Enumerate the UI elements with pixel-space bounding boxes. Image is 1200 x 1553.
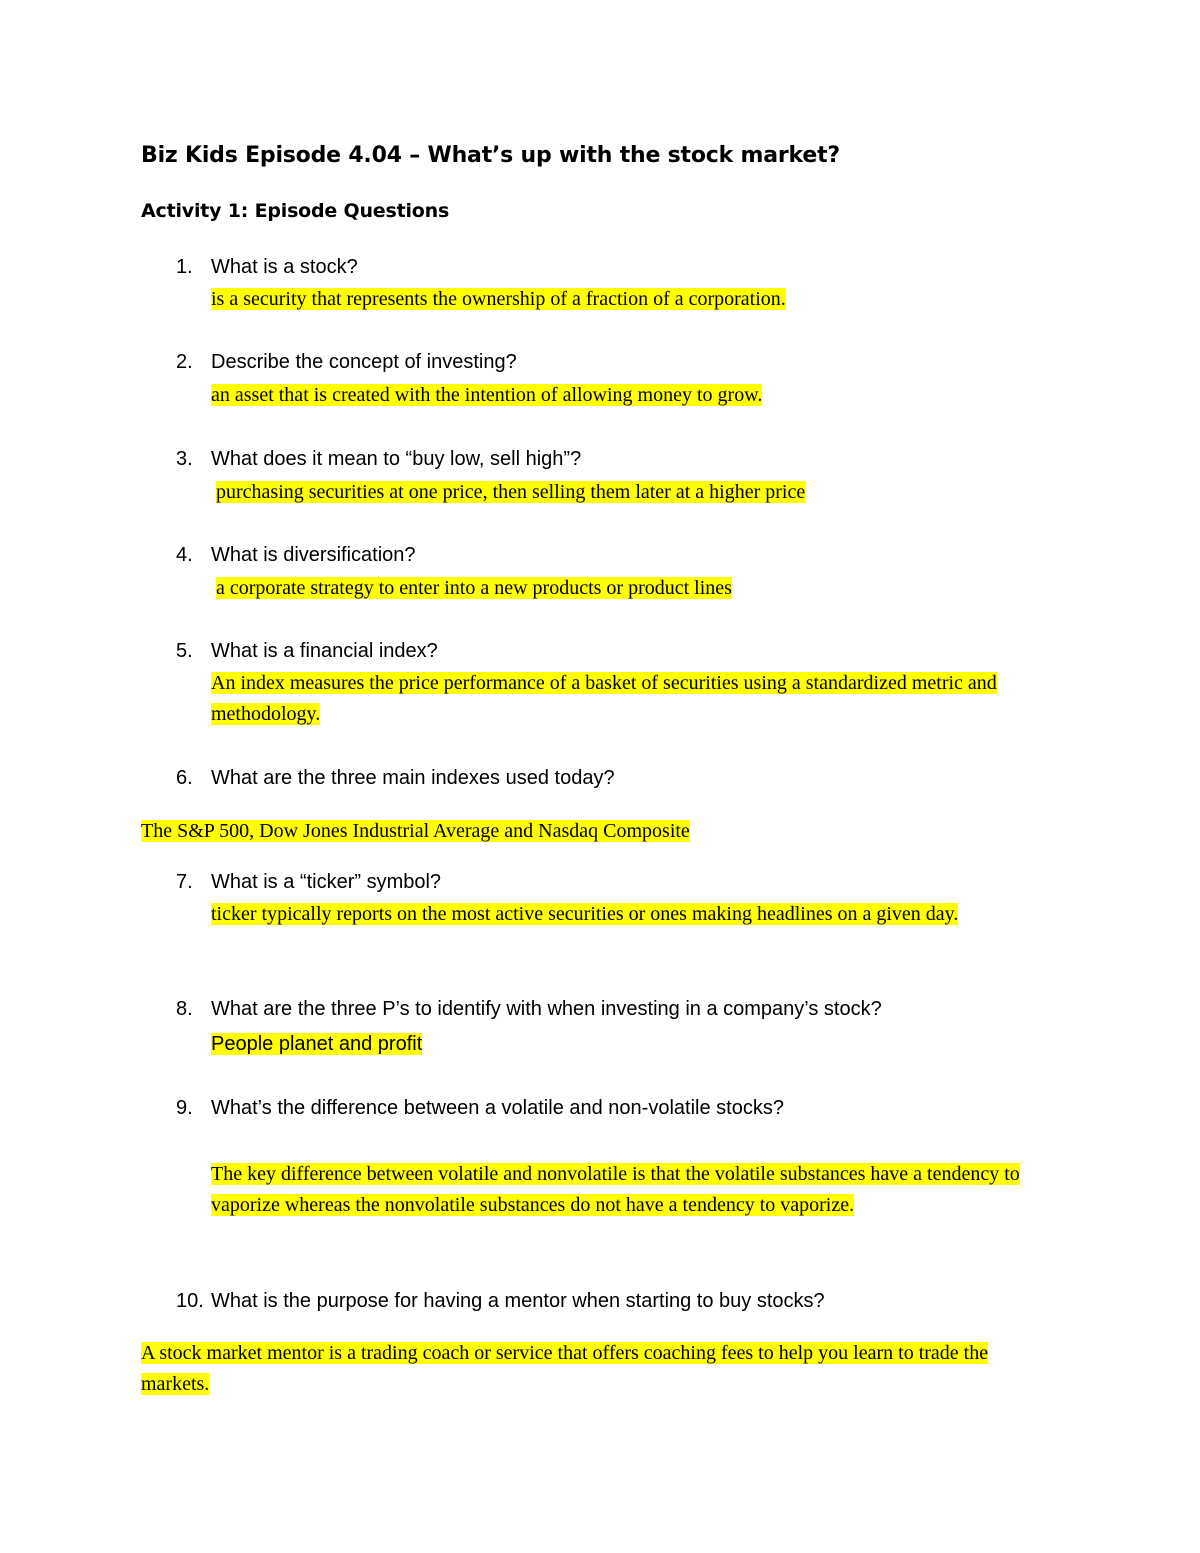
question-text: What is a stock?: [211, 256, 358, 278]
question-5: [176, 640, 438, 663]
question-text: What is a “ticker” symbol?: [211, 871, 442, 893]
answer-7: [211, 899, 1061, 930]
answer-4: [216, 573, 1066, 604]
answer-9: [211, 1159, 1061, 1221]
document-title: Biz Kids Episode 4.04 – What’s up with the stock market?: [141, 143, 840, 168]
question-number: 5.: [176, 640, 193, 662]
answer-text: People planet and profit: [211, 1033, 423, 1055]
question-1: [176, 256, 358, 279]
question-text: What are the three main indexes used today?: [211, 767, 615, 789]
answer-5: [211, 668, 1061, 730]
answer-6: [141, 816, 1041, 847]
answer-text: The key difference between volatile and nonvolatile is that the volatile substances have a tendency to vaporize whereas the nonvolatile substances do not have a tendency to vaporize.: [211, 1163, 1020, 1216]
answer-text: an asset that is created with the intention of allowing money to grow.: [211, 384, 763, 406]
answer-3: [216, 477, 1066, 508]
question-number: 9.: [176, 1097, 193, 1119]
question-text: What does it mean to “buy low, sell high”?: [211, 448, 582, 470]
answer-text: ticker typically reports on the most active securities or ones making headlines on a given day.: [211, 903, 959, 925]
question-text: What’s the difference between a volatile and non-volatile stocks?: [211, 1097, 784, 1119]
question-text: What is a financial index?: [211, 640, 438, 662]
answer-text: is a security that represents the ownership of a fraction of a corporation.: [211, 288, 786, 310]
question-8: [176, 998, 882, 1021]
answer-8: [211, 1029, 1061, 1060]
question-4: [176, 544, 416, 567]
question-number: 10.: [176, 1290, 204, 1312]
question-3: [176, 448, 581, 471]
question-number: 8.: [176, 998, 193, 1020]
activity-heading: Activity 1: Episode Questions: [141, 200, 450, 222]
question-number: 2.: [176, 351, 193, 373]
question-10: [176, 1290, 825, 1313]
answer-text: An index measures the price performance of a basket of securities using a standardized metric and methodology.: [211, 672, 997, 725]
question-number: 3.: [176, 448, 193, 470]
answer-text: purchasing securities at one price, then selling them later at a higher price: [216, 481, 806, 503]
question-9: [176, 1097, 784, 1120]
answer-2: [211, 380, 1061, 411]
answer-text: A stock market mentor is a trading coach or service that offers coaching fees to help you learn to trade the markets.: [141, 1342, 989, 1395]
answer-1: [211, 284, 1061, 315]
question-number: 6.: [176, 767, 193, 789]
question-text: What is diversification?: [211, 544, 416, 566]
question-number: 1.: [176, 256, 193, 278]
question-2: [176, 351, 517, 374]
question-number: 7.: [176, 871, 193, 893]
answer-10: [141, 1338, 1031, 1400]
answer-text: The S&P 500, Dow Jones Industrial Average and Nasdaq Composite: [141, 820, 690, 842]
question-text: What are the three P’s to identify with when investing in a company’s stock?: [211, 998, 882, 1020]
question-6: [176, 767, 615, 790]
question-7: [176, 871, 441, 894]
question-text: Describe the concept of investing?: [211, 351, 517, 373]
answer-text: a corporate strategy to enter into a new products or product lines: [216, 577, 732, 599]
question-text: What is the purpose for having a mentor when starting to buy stocks?: [211, 1290, 825, 1312]
question-number: 4.: [176, 544, 193, 566]
